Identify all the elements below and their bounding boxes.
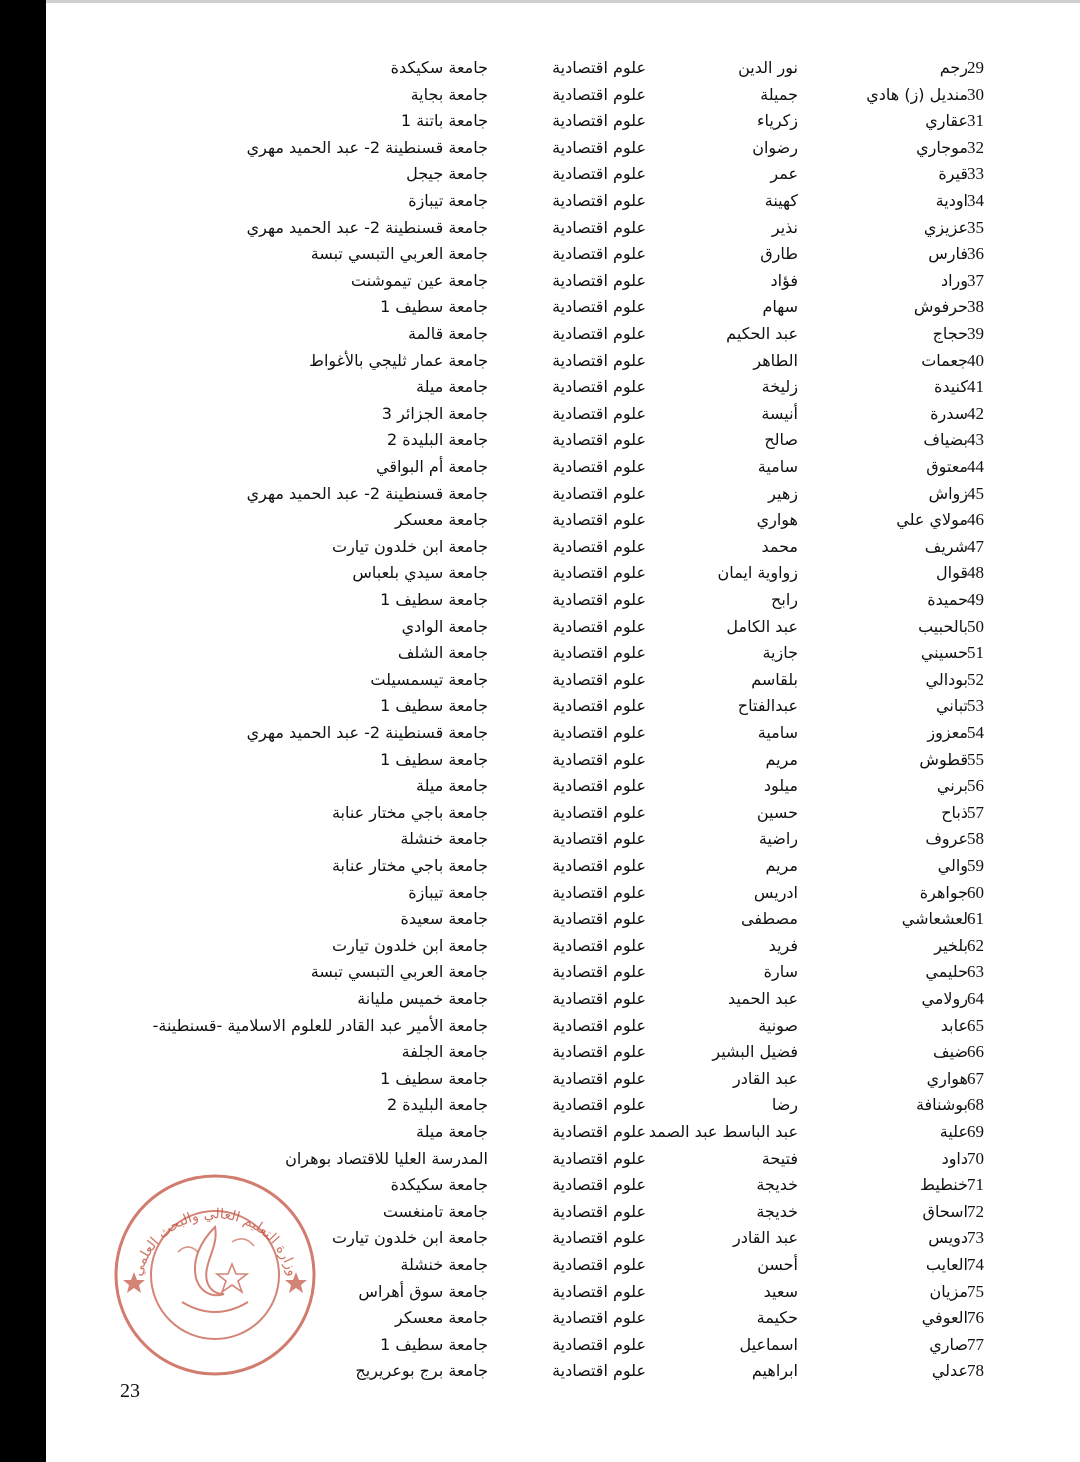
surname-cell: العايب — [925, 1255, 968, 1274]
field-cell: علوم اقتصادية — [552, 856, 646, 875]
table-row — [46, 773, 1080, 799]
table-row — [46, 640, 1080, 666]
university-cell: جامعة باجي مختار عنابة — [331, 856, 488, 875]
table-row — [46, 614, 1080, 640]
surname-cell: جواهرة — [919, 882, 968, 902]
university-cell: جامعة سوق أهراس — [358, 1281, 488, 1301]
field-cell: علوم اقتصادية — [552, 350, 646, 370]
field-cell: علوم اقتصادية — [552, 1255, 646, 1274]
university-cell: جامعة قسنطينة 2- عبد الحميد مهري — [246, 483, 488, 503]
firstname-cell: عبد القادر — [733, 1228, 798, 1248]
university-cell: جامعة الجلفة — [401, 1042, 488, 1062]
university-cell: جامعة ابن خلدون تيارت — [332, 1228, 488, 1248]
field-cell: علوم اقتصادية — [552, 616, 646, 636]
table-row — [46, 108, 1080, 134]
firstname-cell: عمر — [770, 164, 798, 184]
firstname-cell: فؤاد — [770, 270, 798, 290]
firstname-cell: سعيد — [763, 1281, 798, 1301]
row-number: 67 — [967, 1068, 984, 1088]
firstname-cell: جميلة — [760, 84, 798, 104]
table-row — [46, 1066, 1080, 1092]
firstname-cell: رضوان — [752, 137, 798, 157]
row-number: 43 — [967, 430, 984, 450]
seal-text: وزارة التعليم العالي والبحث العلمي — [129, 1206, 301, 1278]
firstname-cell: سهام — [762, 297, 798, 317]
surname-cell: معزوز — [927, 723, 968, 742]
firstname-cell: زليخة — [761, 377, 798, 397]
surname-cell: فارس — [928, 244, 968, 264]
field-cell: علوم اقتصادية — [552, 723, 646, 742]
firstname-cell: نذير — [771, 217, 798, 237]
surname-cell: عابد — [940, 1015, 968, 1035]
firstname-cell: نور الدين — [738, 58, 798, 77]
surname-cell: تباني — [936, 696, 968, 716]
field-cell: علوم اقتصادية — [552, 1361, 646, 1381]
field-cell: علوم اقتصادية — [552, 377, 646, 397]
surname-cell: عدلي — [931, 1361, 968, 1381]
field-cell: علوم اقتصادية — [552, 962, 646, 982]
university-cell: جامعة الأمير عبد القادر للعلوم الاسلامية -قسنطينة- — [152, 1015, 488, 1035]
row-number: 54 — [967, 723, 984, 742]
table-row — [46, 1146, 1080, 1172]
table-row — [46, 454, 1080, 480]
firstname-cell: زكرياء — [756, 111, 798, 131]
surname-cell: بوشنافة — [915, 1095, 968, 1115]
field-cell: علوم اقتصادية — [552, 1095, 646, 1115]
surname-cell: حليمي — [925, 962, 968, 982]
university-cell: جامعة الجزائر 3 — [381, 403, 488, 423]
row-number: 42 — [967, 403, 984, 423]
field-cell: علوم اقتصادية — [552, 403, 646, 423]
university-cell: جامعة أم البواقي — [376, 457, 488, 476]
row-number: 37 — [967, 270, 984, 290]
firstname-cell: هواري — [756, 510, 798, 530]
firstname-cell: فضيل البشير — [712, 1042, 798, 1062]
surname-cell: وراد — [940, 270, 968, 290]
firstname-cell: أحسن — [757, 1255, 798, 1274]
university-cell: جامعة سعيدة — [400, 909, 488, 929]
firstname-cell: بلقاسم — [751, 669, 798, 689]
field-cell: علوم اقتصادية — [552, 563, 646, 583]
field-cell: علوم اقتصادية — [552, 696, 646, 716]
surname-cell: رجم — [939, 58, 968, 77]
row-number: 65 — [967, 1015, 984, 1035]
surname-cell: بضياف — [923, 430, 968, 450]
table-row — [46, 215, 1080, 241]
surname-cell: عزيزي — [923, 217, 968, 237]
firstname-cell: مريم — [765, 856, 798, 875]
row-number: 57 — [967, 802, 984, 822]
university-cell: جامعة قسنطينة 2- عبد الحميد مهري — [246, 137, 488, 157]
surname-cell: مولاي علي — [896, 510, 968, 530]
table-row — [46, 986, 1080, 1012]
university-cell: جامعة معسكر — [395, 1308, 488, 1328]
field-cell: علوم اقتصادية — [552, 164, 646, 184]
surname-cell: اودية — [935, 191, 968, 210]
field-cell: علوم اقتصادية — [552, 882, 646, 902]
university-cell: جامعة الوادي — [401, 616, 488, 636]
field-cell: علوم اقتصادية — [552, 191, 646, 210]
table-row — [46, 1039, 1080, 1065]
university-cell: جامعة تيبازة — [408, 191, 488, 210]
row-number: 35 — [967, 217, 984, 237]
university-cell: جامعة باتنة 1 — [400, 111, 488, 131]
row-number: 68 — [967, 1095, 984, 1115]
surname-cell: زواش — [928, 483, 968, 503]
surname-cell: بلخير — [934, 935, 968, 955]
row-number: 40 — [967, 350, 984, 370]
field-cell: علوم اقتصادية — [552, 1175, 646, 1195]
firstname-cell: عبد الكامل — [726, 616, 798, 636]
field-cell: علوم اقتصادية — [552, 776, 646, 796]
surname-cell: شريف — [924, 536, 968, 556]
row-number: 51 — [967, 643, 984, 663]
field-cell: علوم اقتصادية — [552, 1122, 646, 1141]
surname-cell: مزيان — [929, 1281, 968, 1301]
firstname-cell: حسين — [756, 802, 798, 822]
table-row — [46, 135, 1080, 161]
firstname-cell: مصطفى — [741, 909, 798, 929]
firstname-cell: ادريس — [753, 882, 798, 902]
university-cell: جامعة سطيف 1 — [380, 1334, 488, 1354]
row-number: 66 — [967, 1042, 984, 1062]
row-number: 30 — [967, 84, 984, 104]
row-number: 56 — [967, 776, 984, 796]
firstname-cell: خديجة — [756, 1175, 798, 1195]
row-number: 49 — [967, 590, 984, 609]
firstname-cell: ميلود — [763, 776, 798, 796]
field-cell: علوم اقتصادية — [552, 989, 646, 1008]
university-cell: جامعة تيسمسيلت — [370, 669, 488, 689]
firstname-cell: كهينة — [764, 191, 798, 210]
table-row — [46, 1013, 1080, 1039]
firstname-cell: أنيسة — [761, 403, 798, 423]
table-row — [46, 241, 1080, 267]
table-row — [46, 348, 1080, 374]
field-cell: علوم اقتصادية — [552, 669, 646, 689]
row-number: 58 — [967, 829, 984, 849]
university-cell: جامعة ميلة — [416, 1122, 488, 1141]
row-number: 63 — [967, 962, 984, 982]
firstname-cell: حكيمة — [756, 1308, 798, 1328]
firstname-cell: زواوية ايمان — [717, 563, 798, 583]
university-cell: جامعة سطيف 1 — [380, 749, 488, 769]
field-cell: علوم اقتصادية — [552, 324, 646, 343]
table-row — [46, 800, 1080, 826]
university-cell: جامعة باجي مختار عنابة — [331, 802, 488, 822]
row-number: 75 — [967, 1281, 984, 1301]
university-cell: جامعة قسنطينة 2- عبد الحميد مهري — [246, 723, 488, 742]
university-cell: جامعة بجاية — [410, 84, 488, 104]
university-cell: جامعة سكيكدة — [390, 1175, 488, 1195]
surname-cell: حميدة — [927, 590, 968, 609]
university-cell: جامعة معسكر — [395, 510, 488, 530]
row-number: 61 — [967, 909, 984, 929]
table-row — [46, 374, 1080, 400]
university-cell: جامعة العربي التبسي تبسة — [310, 962, 488, 982]
surname-cell: حرفوش — [913, 297, 968, 317]
surname-cell: العوفي — [921, 1308, 968, 1328]
field-cell: علوم اقتصادية — [552, 802, 646, 822]
table-row — [46, 667, 1080, 693]
firstname-cell: سامية — [757, 723, 798, 742]
row-number: 52 — [967, 669, 984, 689]
row-number: 77 — [967, 1334, 984, 1354]
row-number: 60 — [967, 882, 984, 902]
surname-cell: خنطيط — [920, 1175, 968, 1195]
surname-cell: بودالي — [925, 669, 968, 689]
firstname-cell: رابح — [771, 590, 798, 609]
firstname-cell: عبد الحميد — [728, 989, 798, 1008]
field-cell: علوم اقتصادية — [552, 270, 646, 290]
table-row — [46, 826, 1080, 852]
university-cell: جامعة برج بوعريريج — [355, 1361, 488, 1381]
surname-cell: حجاج — [932, 324, 968, 343]
surname-cell: هواري — [926, 1068, 968, 1088]
row-number: 47 — [967, 536, 984, 556]
field-cell: علوم اقتصادية — [552, 1015, 646, 1035]
row-number: 69 — [967, 1122, 984, 1141]
table-row — [46, 82, 1080, 108]
field-cell: علوم اقتصادية — [552, 1308, 646, 1328]
table-row — [46, 587, 1080, 613]
university-cell: جامعة قالمة — [408, 324, 488, 343]
table-row — [46, 534, 1080, 560]
surname-cell: عروف — [925, 829, 968, 849]
field-cell: علوم اقتصادية — [552, 536, 646, 556]
firstname-cell: سامية — [757, 457, 798, 476]
university-cell: جامعة خميس مليانة — [357, 989, 488, 1008]
field-cell: علوم اقتصادية — [552, 217, 646, 237]
surname-cell: بالحبيب — [918, 616, 968, 636]
row-number: 70 — [967, 1148, 984, 1168]
firstname-cell: زهير — [768, 483, 798, 503]
table-row — [46, 427, 1080, 453]
field-cell: علوم اقتصادية — [552, 1042, 646, 1062]
firstname-cell: الطاهر — [753, 350, 798, 370]
university-cell: جامعة عين تيموشنت — [350, 270, 488, 290]
table-row — [46, 693, 1080, 719]
row-number: 32 — [967, 137, 984, 157]
row-number: 73 — [967, 1228, 984, 1248]
row-number: 71 — [967, 1175, 984, 1195]
firstname-cell: صالح — [764, 430, 798, 450]
row-number: 55 — [967, 749, 984, 769]
firstname-cell: سارة — [763, 962, 798, 982]
field-cell: علوم اقتصادية — [552, 1228, 646, 1248]
firstname-cell: فريد — [768, 935, 798, 955]
field-cell: علوم اقتصادية — [552, 1068, 646, 1088]
firstname-cell: عبد الحكيم — [726, 324, 798, 343]
table-row — [46, 481, 1080, 507]
field-cell: علوم اقتصادية — [552, 590, 646, 609]
table-row — [46, 507, 1080, 533]
row-number: 64 — [967, 989, 984, 1008]
row-number: 33 — [967, 164, 984, 184]
university-cell: جامعة تيبازة — [408, 882, 488, 902]
field-cell: علوم اقتصادية — [552, 935, 646, 955]
row-number: 59 — [967, 856, 984, 875]
row-number: 45 — [967, 483, 984, 503]
field-cell: علوم اقتصادية — [552, 58, 646, 77]
field-cell: علوم اقتصادية — [552, 137, 646, 157]
surname-cell: اسحاق — [922, 1201, 968, 1221]
surname-cell: ذباح — [941, 802, 968, 822]
university-cell: جامعة ميلة — [416, 377, 488, 397]
firstname-cell: جازية — [762, 643, 798, 663]
field-cell: علوم اقتصادية — [552, 829, 646, 849]
surname-cell: حسيني — [920, 643, 968, 663]
row-number: 53 — [967, 696, 984, 716]
field-cell: علوم اقتصادية — [552, 483, 646, 503]
firstname-cell: محمد — [761, 536, 798, 556]
university-cell: جامعة سطيف 1 — [380, 696, 488, 716]
university-cell: جامعة قسنطينة 2- عبد الحميد مهري — [246, 217, 488, 237]
university-cell: جامعة خنشلة — [400, 829, 488, 849]
surname-cell: موجاري — [916, 137, 968, 157]
field-cell: علوم اقتصادية — [552, 1148, 646, 1168]
table-row — [46, 906, 1080, 932]
surname-cell: عقاري — [925, 111, 968, 131]
table-row — [46, 933, 1080, 959]
surname-cell: منديل (ز) هادي — [866, 84, 968, 104]
scan-top-edge — [46, 0, 1080, 3]
field-cell: علوم اقتصادية — [552, 749, 646, 769]
surname-cell: دويس — [928, 1228, 968, 1248]
scan-left-edge — [0, 0, 46, 1462]
firstname-cell: ابراهيم — [751, 1361, 798, 1381]
university-cell: جامعة سطيف 1 — [380, 1068, 488, 1088]
surname-cell: لعشعاشي — [901, 909, 968, 929]
university-cell: المدرسة العليا للاقتصاد بوهران — [285, 1148, 488, 1168]
row-number: 38 — [967, 297, 984, 317]
surname-cell: صاري — [929, 1334, 968, 1354]
field-cell: علوم اقتصادية — [552, 1281, 646, 1301]
surname-cell: قيرة — [938, 164, 968, 184]
surname-cell: داود — [941, 1148, 968, 1168]
surname-cell: رولامي — [921, 989, 968, 1008]
table-row — [46, 188, 1080, 214]
table-row — [46, 161, 1080, 187]
surname-cell: قوال — [936, 563, 968, 583]
university-cell: جامعة سيدي بلعباس — [352, 563, 488, 583]
surname-cell: جعمات — [921, 350, 968, 370]
table-row — [46, 880, 1080, 906]
university-cell: جامعة الشلف — [397, 643, 488, 663]
firstname-cell: عبد الباسط عبد الصمد — [648, 1122, 798, 1141]
table-row — [46, 959, 1080, 985]
field-cell: علوم اقتصادية — [552, 643, 646, 663]
university-cell: جامعة سطيف 1 — [380, 590, 488, 609]
row-number: 48 — [967, 563, 984, 583]
surname-cell: سدرة — [930, 403, 968, 423]
firstname-cell: عبدالفتاح — [737, 696, 798, 716]
row-number: 62 — [967, 935, 984, 955]
university-cell: جامعة عمار ثليجي بالأغواط — [309, 350, 488, 370]
university-cell: جامعة ابن خلدون تيارت — [332, 935, 488, 955]
row-number: 72 — [967, 1201, 984, 1221]
university-cell: جامعة سكيكدة — [390, 58, 488, 77]
firstname-cell: اسماعيل — [739, 1334, 798, 1354]
field-cell: علوم اقتصادية — [552, 909, 646, 929]
firstname-cell: فتيحة — [761, 1148, 798, 1168]
firstname-cell: عبد القادر — [733, 1068, 798, 1088]
row-number: 39 — [967, 324, 984, 343]
university-cell: جامعة العربي التبسي تبسة — [310, 244, 488, 264]
field-cell: علوم اقتصادية — [552, 244, 646, 264]
table-row — [46, 720, 1080, 746]
row-number: 50 — [967, 616, 984, 636]
row-number: 34 — [967, 191, 984, 210]
table-row — [46, 560, 1080, 586]
field-cell: علوم اقتصادية — [552, 1334, 646, 1354]
table-row — [46, 1092, 1080, 1118]
row-number: 44 — [967, 457, 984, 476]
firstname-cell: خديجة — [756, 1201, 798, 1221]
university-cell: جامعة ابن خلدون تيارت — [332, 536, 488, 556]
surname-cell: والي — [937, 856, 968, 875]
surname-cell: كنيدة — [933, 377, 968, 397]
firstname-cell: رضا — [771, 1095, 798, 1115]
row-number: 41 — [967, 377, 984, 397]
ministry-seal — [112, 1172, 318, 1378]
university-cell: جامعة سطيف 1 — [380, 297, 488, 317]
field-cell: علوم اقتصادية — [552, 457, 646, 476]
field-cell: علوم اقتصادية — [552, 84, 646, 104]
firstname-cell: راضية — [758, 829, 798, 849]
row-number: 46 — [967, 510, 984, 530]
table-row — [46, 321, 1080, 347]
firstname-cell: مريم — [765, 749, 798, 769]
row-number: 74 — [967, 1255, 984, 1274]
surname-cell: معتوق — [926, 457, 968, 476]
field-cell: علوم اقتصادية — [552, 297, 646, 317]
row-number: 36 — [967, 244, 984, 264]
surname-cell: ضيف — [933, 1042, 968, 1062]
table-row — [46, 401, 1080, 427]
surname-cell: برني — [936, 776, 968, 796]
university-cell: جامعة البليدة 2 — [386, 430, 488, 450]
table-row — [46, 1119, 1080, 1145]
table-row — [46, 268, 1080, 294]
firstname-cell: صونية — [758, 1015, 798, 1035]
university-cell: جامعة البليدة 2 — [386, 1095, 488, 1115]
row-number: 29 — [967, 58, 984, 77]
table-row — [46, 853, 1080, 879]
surname-cell: قطوش — [919, 749, 968, 769]
university-cell: جامعة جيجل — [406, 164, 488, 184]
firstname-cell: طارق — [760, 244, 798, 264]
field-cell: علوم اقتصادية — [552, 1201, 646, 1221]
field-cell: علوم اقتصادية — [552, 111, 646, 131]
surname-cell: علية — [939, 1122, 968, 1141]
field-cell: علوم اقتصادية — [552, 430, 646, 450]
table-row — [46, 294, 1080, 320]
university-cell: جامعة ميلة — [416, 776, 488, 796]
university-cell: جامعة تامنغست — [382, 1201, 488, 1221]
table-row — [46, 55, 1080, 81]
row-number: 76 — [967, 1308, 984, 1328]
row-number: 78 — [967, 1361, 984, 1381]
page-number: 23 — [120, 1380, 140, 1402]
university-cell: جامعة خنشلة — [400, 1255, 488, 1274]
field-cell: علوم اقتصادية — [552, 510, 646, 530]
table-row — [46, 747, 1080, 773]
row-number: 31 — [967, 111, 984, 131]
